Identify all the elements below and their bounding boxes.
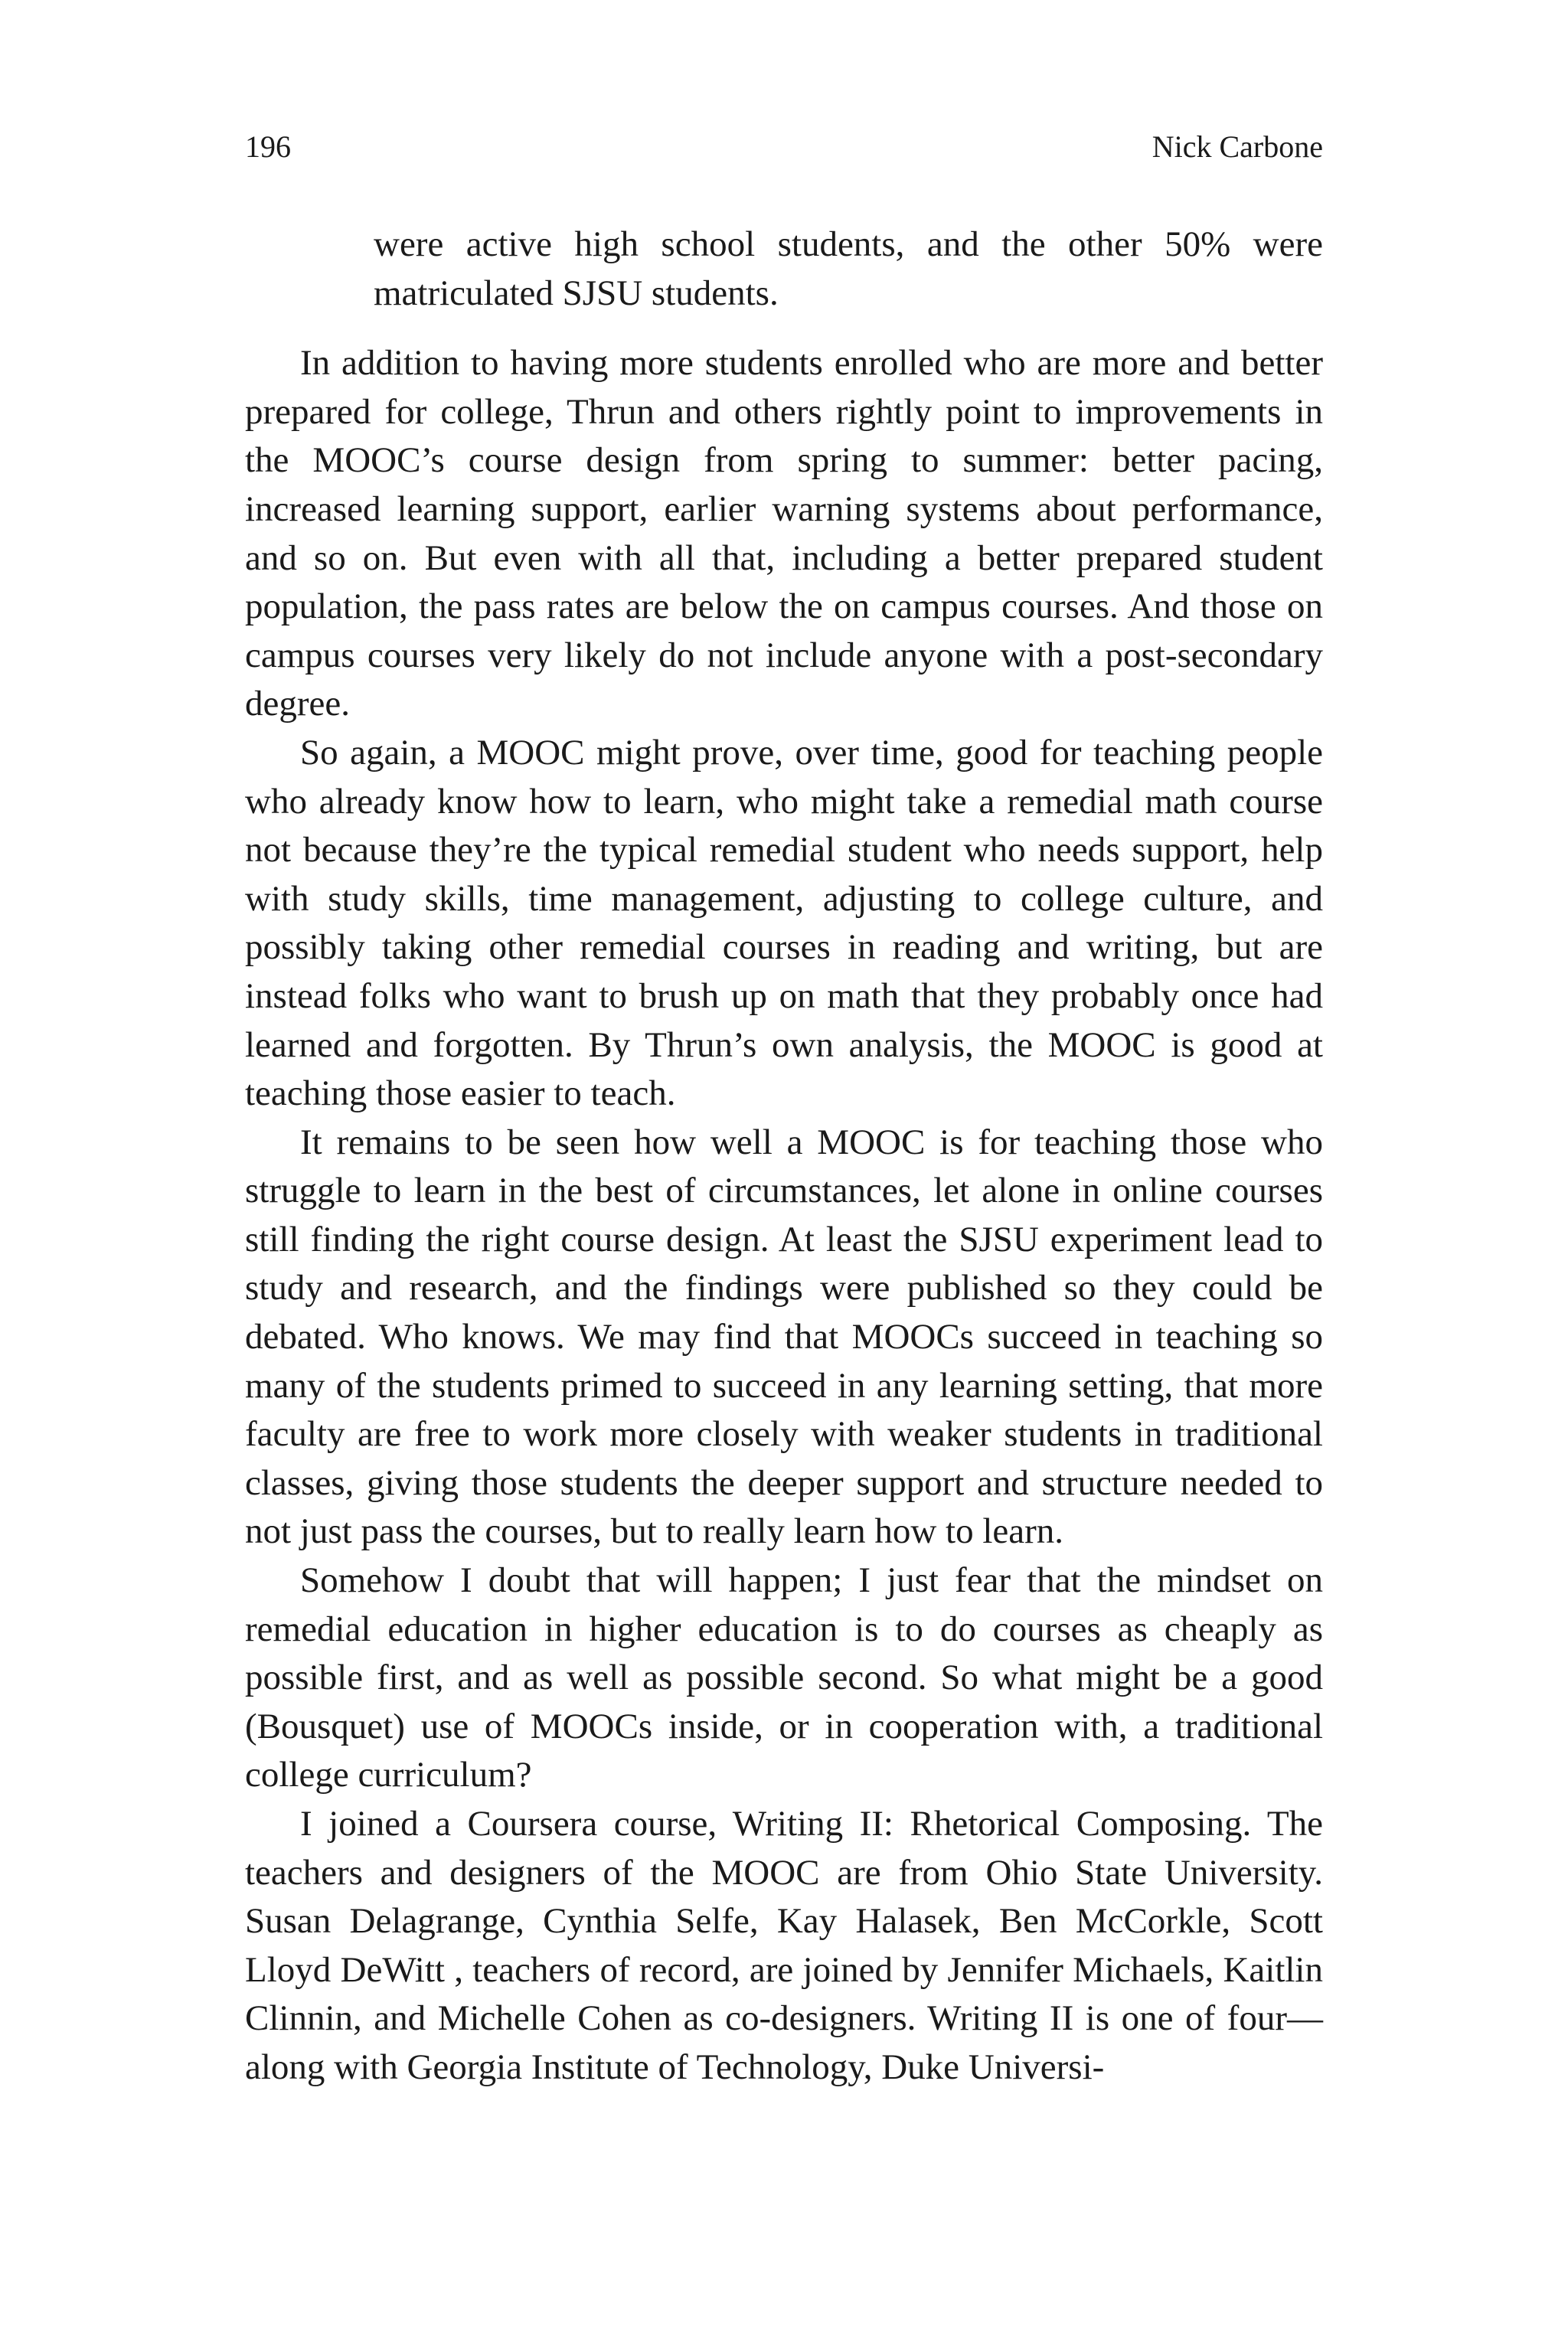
paragraph: I joined a Coursera course, Writing II: Rhetorical Composing. The teachers and designers of the MOOC are from Ohio State University. Susan Delagrange, Cynthia Selfe, Kay Halasek, Ben McCorkle, Scott Lloyd DeWitt , teachers of record, are joined by Jennifer Michaels, Kaitlin Clinnin, and Michelle Cohen as co-designers. Writing II is one of four—along with Georgia Institute of Technology, Duke Universi- (245, 1804, 1323, 2087)
running-head-author: Nick Carbone (1152, 129, 1323, 164)
running-head (245, 124, 1323, 170)
block-quote-continuation: were active high school students, and the other 50% were matriculated SJSU students. (374, 224, 1323, 313)
paragraph: Somehow I doubt that will happen; I just fear that the mindset on remedial education in higher education is to do courses as cheaply as possible first, and as well as possible second. So what might be a good (Bousquet) use of MOOCs inside, or in cooperation with, a traditional college curriculum? (245, 1560, 1323, 1795)
paragraph: In addition to having more students enrolled who are more and better prepared for college, Thrun and others rightly point to improvements in the MOOC’s course design from spring to summer: better pacing, increased learning support, earlier warning systems about performance, and so on. But even with all that, including a better prepared student population, the pass rates are below the on campus courses. And those on campus courses very likely do not include anyone with a post-secondary degree. (245, 343, 1323, 724)
paragraph: So again, a MOOC might prove, over time, good for teaching people who already know how to learn, who might take a remedial math course not because they’re the typical remedial student who needs support, help with study skills, time management, adjusting to college culture, and possibly taking other remedial courses in reading and writing, but are instead folks who want to brush up on math that they probably once had learned and forgotten. By Thrun’s own analysis, the MOOC is good at teaching those easier to teach. (245, 732, 1323, 1114)
page-number: 196 (245, 129, 291, 164)
paragraph: It remains to be seen how well a MOOC is for teaching those who struggle to learn in the best of circumstances, let alone in online courses still finding the right course design. At least the SJSU experiment lead to study and research, and the findings were published so they could be debated. Who knows. We may find that MOOCs succeed in teaching so many of the students primed to succeed in any learning setting, that more faculty are free to work more closely with weaker students in traditional classes, giving those students the deeper support and structure needed to not just pass the courses, but to really learn how to learn. (245, 1122, 1323, 1552)
body-text (245, 220, 1323, 2092)
